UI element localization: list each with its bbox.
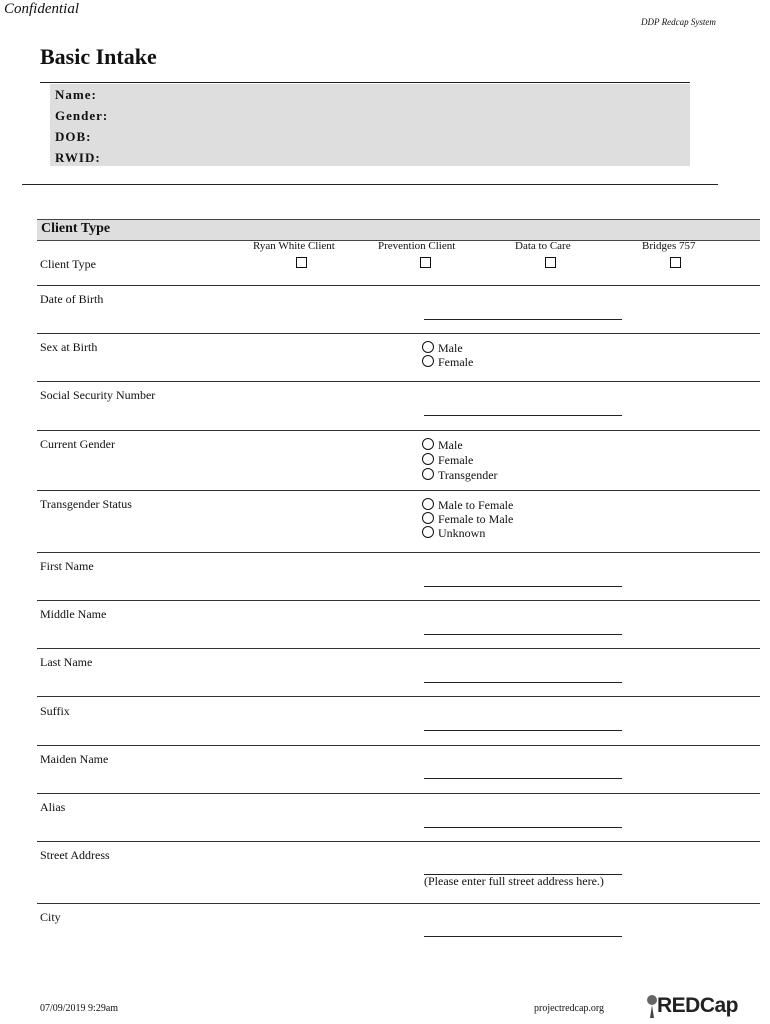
ssn-label: Social Security Number [40,388,156,402]
radio-icon [422,526,434,538]
footer-timestamp: 07/09/2019 9:29am [40,1003,119,1014]
row-divider [37,600,760,601]
checkbox-data-to-care[interactable] [545,257,556,268]
row-divider [37,903,760,904]
city-field[interactable] [424,936,622,937]
maiden-name-field[interactable] [424,778,622,779]
dob-field[interactable] [424,319,622,320]
radio-icon [422,453,434,465]
sex-at-birth-label: Sex at Birth [40,340,98,354]
row-divider [37,745,760,746]
form-title: Basic Intake [40,44,157,69]
trans-option-unknown[interactable]: Unknown [422,526,485,540]
last-name-field[interactable] [424,682,622,683]
footer-site: projectredcap.org [534,1003,605,1014]
row-divider [37,333,760,334]
street-address-note: (Please enter full street address here.) [424,874,604,888]
row-divider [37,285,760,286]
radio-icon [422,355,434,367]
info-name: Name: [55,87,97,102]
system-name: DDP Redcap System [641,17,716,27]
sex-option-female[interactable]: Female [422,355,473,369]
separator-rule [22,184,718,185]
trans-option-mtf[interactable]: Male to Female [422,498,513,512]
ssn-field[interactable] [424,415,622,416]
radio-icon [422,341,434,353]
redcap-logo-text: REDCap [657,994,739,1017]
dob-label: Date of Birth [40,292,104,306]
maiden-name-label: Maiden Name [40,752,109,766]
info-box [50,84,690,166]
suffix-field[interactable] [424,730,622,731]
gender-option-female[interactable]: Female [422,453,473,467]
option-ryan-white: Ryan White Client [253,240,335,252]
redcap-logo [645,994,739,1020]
radio-icon [422,438,434,450]
transgender-status-label: Transgender Status [40,497,132,511]
client-type-label: Client Type [40,257,96,271]
gender-option-transgender[interactable]: Transgender [422,468,498,482]
gender-option-male[interactable]: Male [422,438,463,452]
section-title: Client Type [41,221,111,236]
suffix-label: Suffix [40,704,70,718]
city-label: City [40,910,61,924]
option-bridges: Bridges 757 [642,240,696,252]
info-rwid: RWID: [55,150,101,165]
checkbox-ryan-white[interactable] [296,257,307,268]
middle-name-field[interactable] [424,634,622,635]
confidential-label: Confidential [4,1,79,17]
radio-icon [422,498,434,510]
radio-icon [422,512,434,524]
row-divider [37,381,760,382]
alias-label: Alias [40,800,66,814]
street-address-label: Street Address [40,848,110,862]
trans-option-ftm[interactable]: Female to Male [422,512,513,526]
row-divider [37,552,760,553]
alias-field[interactable] [424,827,622,828]
row-divider [37,430,760,431]
option-data-to-care: Data to Care [515,240,571,252]
info-gender: Gender: [55,108,109,123]
checkbox-bridges[interactable] [670,257,681,268]
info-dob: DOB: [55,129,92,144]
radio-icon [422,468,434,480]
row-divider [37,841,760,842]
title-rule [40,82,690,83]
section-header [37,219,760,241]
sex-option-male[interactable]: Male [422,341,463,355]
row-divider [37,490,760,491]
last-name-label: Last Name [40,655,93,669]
middle-name-label: Middle Name [40,607,107,621]
row-divider [37,696,760,697]
first-name-label: First Name [40,559,94,573]
first-name-field[interactable] [424,586,622,587]
current-gender-label: Current Gender [40,437,115,451]
checkbox-prevention[interactable] [420,257,431,268]
option-prevention: Prevention Client [378,240,456,252]
row-divider [37,793,760,794]
row-divider [37,648,760,649]
